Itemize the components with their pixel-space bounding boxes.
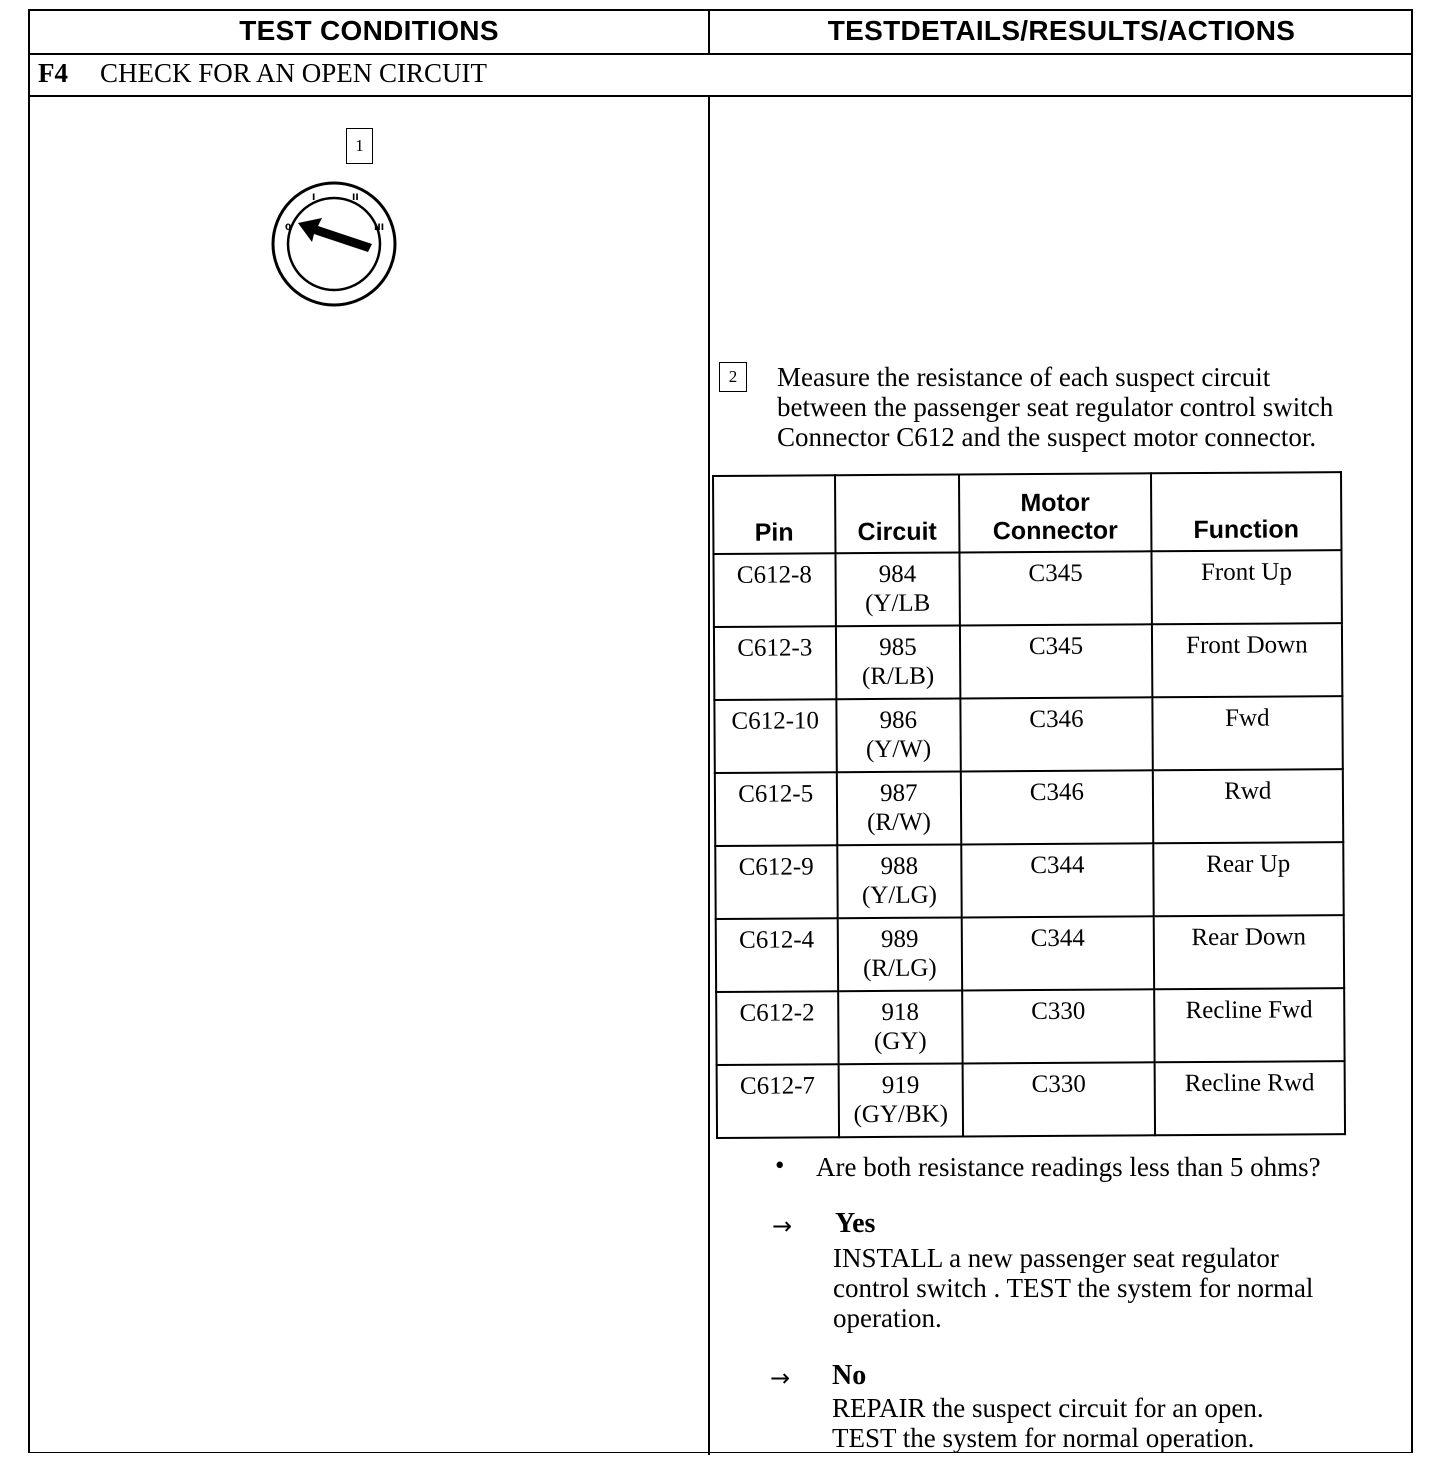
yes-action: INSTALL a new passenger seat regulator control switch . TEST the system for normal operation. — [833, 1243, 1314, 1333]
table-row — [716, 988, 1344, 1065]
cell-circuit — [837, 917, 962, 991]
cell-connector: C330 — [963, 1062, 1155, 1136]
cell-function: Rwd — [1152, 769, 1343, 843]
circuit-number: 988 — [880, 852, 919, 880]
circuit-color: (GY) — [873, 1027, 927, 1056]
table-header-row — [713, 472, 1341, 554]
cell-connector: C330 — [962, 989, 1154, 1063]
circuit-color: (Y/LG) — [861, 881, 938, 910]
ignition-position-0: 0 — [285, 223, 292, 233]
circuit-number: 987 — [879, 779, 918, 807]
circuit-color: (GY/BK) — [853, 1100, 949, 1129]
step-1-box: 1 — [346, 128, 373, 164]
cell-function: Front Down — [1152, 623, 1343, 697]
header-motor-line1: Motor — [1020, 488, 1090, 518]
no-arrow-icon: → — [770, 1364, 791, 1392]
cell-pin: C612-10 — [714, 699, 836, 773]
step-id: F4 — [38, 58, 68, 88]
circuit-number: 918 — [881, 998, 919, 1026]
cell-function: Rear Down — [1153, 915, 1344, 989]
yes-arrow-icon: → — [772, 1212, 793, 1240]
circuit-color: (Y/LB — [864, 589, 931, 618]
table-row — [717, 1061, 1345, 1138]
cell-connector: C346 — [961, 770, 1153, 844]
test-details-header: TESTDETAILS/RESULTS/ACTIONS — [827, 15, 1296, 46]
cell-pin: C612-5 — [715, 772, 837, 846]
yes-label: Yes — [835, 1208, 876, 1239]
table-row — [714, 623, 1342, 700]
cell-function: Recline Fwd — [1154, 988, 1345, 1062]
question-bullet: • — [775, 1150, 785, 1180]
ignition-position-3: III — [374, 223, 385, 233]
cell-circuit — [838, 990, 963, 1064]
no-action: REPAIR the suspect circuit for an open. TEST the system for normal operation. — [832, 1393, 1264, 1453]
cell-pin: C612-8 — [713, 553, 835, 627]
col-header-motor-connector — [959, 473, 1151, 552]
cell-connector: C344 — [962, 916, 1154, 990]
circuit-number: 986 — [879, 706, 918, 734]
resistance-question: Are both resistance readings less than 5 ohms? — [816, 1152, 1321, 1182]
ignition-position-1: I — [312, 193, 316, 203]
cell-pin: C612-4 — [716, 918, 838, 992]
table-row — [714, 696, 1342, 773]
header-connector-line2: Connector — [992, 516, 1118, 546]
table-row — [716, 915, 1344, 992]
cell-pin: C612-9 — [715, 845, 837, 919]
circuit-resistance-table — [712, 471, 1346, 1139]
circuit-color: (R/LB) — [861, 662, 935, 691]
circuit-color: (Y/W) — [865, 735, 932, 764]
test-conditions-header: TEST CONDITIONS — [30, 11, 710, 53]
cell-connector: C344 — [962, 843, 1154, 917]
cell-circuit — [835, 552, 960, 626]
circuit-number: 989 — [880, 925, 919, 953]
cell-circuit — [835, 625, 960, 699]
cell-circuit — [836, 771, 961, 845]
no-label: No — [832, 1360, 867, 1391]
cell-pin: C612-7 — [717, 1064, 839, 1138]
circuit-color: (R/W) — [866, 808, 932, 837]
circuit-number: 984 — [878, 560, 917, 588]
cell-connector: C345 — [960, 624, 1152, 698]
col-header-pin: Pin — [713, 475, 835, 554]
ignition-position-2: II — [352, 193, 359, 203]
cell-pin: C612-2 — [716, 991, 838, 1065]
step-2-instruction: Measure the resistance of each suspect circuit between the passenger seat regulator control switch Connector C612 and the suspect motor connector. — [777, 362, 1334, 452]
table-row — [713, 550, 1341, 627]
table-row — [715, 769, 1343, 846]
cell-circuit — [838, 1063, 963, 1137]
step-title: CHECK FOR AN OPEN CIRCUIT — [100, 58, 488, 88]
step-2-box: 2 — [719, 362, 747, 392]
table-row — [715, 842, 1343, 919]
step-title-row — [30, 53, 1411, 97]
cell-function: Recline Rwd — [1154, 1061, 1345, 1135]
cell-pin: C612-3 — [714, 626, 836, 700]
col-header-circuit: Circuit — [835, 474, 960, 553]
cell-function: Fwd — [1152, 696, 1343, 770]
col-header-function: Function — [1151, 472, 1342, 551]
circuit-number: 985 — [879, 633, 917, 661]
cell-function: Front Up — [1151, 550, 1342, 624]
circuit-color: (R/LG) — [862, 954, 937, 983]
cell-function: Rear Up — [1153, 842, 1344, 916]
column-divider — [708, 97, 710, 1455]
circuit-number: 919 — [881, 1071, 920, 1099]
ignition-switch-off-icon — [268, 178, 400, 310]
cell-circuit — [836, 698, 961, 772]
cell-circuit — [837, 844, 962, 918]
header-row — [30, 11, 1411, 55]
cell-connector: C346 — [961, 697, 1153, 771]
cell-connector: C345 — [960, 551, 1152, 625]
